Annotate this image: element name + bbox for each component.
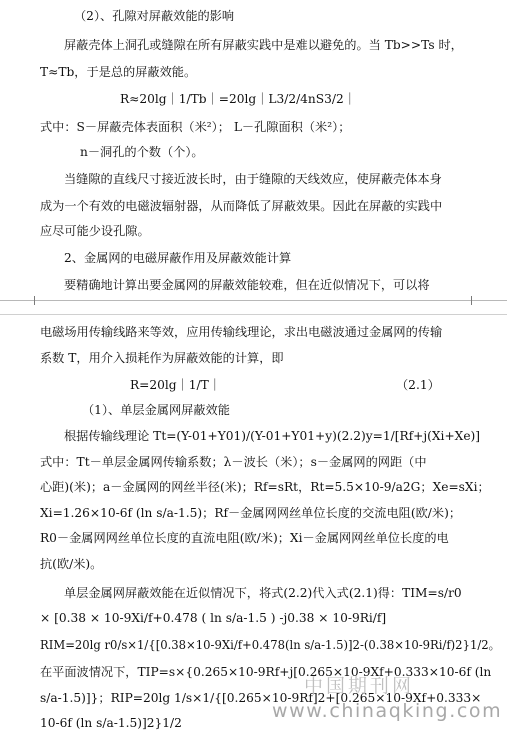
para-line: RIM=20lg r0/s×1/{[0.38×10-9Xi/f+0.478(ln s/a-1.5)]2-(0.38×10-9Ri/f)2}1/2。 [40,638,501,652]
para-line: 成为一个有效的电磁波辐射器，从而降低了屏蔽效果。因此在屏蔽的实践中 [40,199,443,213]
para-line: 当缝隙的直线尺寸接近波长时，由于缝隙的天线效应，使屏蔽壳体本身 [64,172,442,186]
heading-metal-mesh: 2、金属网的电磁屏蔽作用及屏蔽效能计算 [64,251,292,265]
para-line: 电磁场用传输线路来等效，应用传输线理论，求出电磁波通过金属网的传输 [40,325,443,339]
para-line: s/a-1.5)]}；RIP=20lg 1/s×1/{[0.265×10-9Rf]2+[0.265×10-9Xf+0.333× [40,691,482,705]
para-line: 10-6f (ln s/a-1.5)]2}1/2 [40,716,182,730]
heading-aperture: （2）、孔隙对屏蔽效能的影响 [74,9,235,23]
para-line: 系数 T，用介入损耗作为屏蔽效能的计算，即 [40,351,284,365]
formula-insertion-loss: R=20lg｜1/T｜ [130,378,221,392]
para-line: 根据传输线理论 Tt=(Y-01+Y01)/(Y-01+Y01+y)(2.2)y=1/[Rf+j(Xi+Xe)] [64,429,481,443]
equation-number: （2.1） [396,378,440,392]
para-line: 在平面波情况下，TIP=s×{0.265×10-9Rf+j[0.265×10-9Xf+0.333×10-6f (ln [40,665,492,679]
heading-single-layer: （1）、单层金属网屏蔽效能 [82,403,230,417]
para-line: 抗(欧/米)。 [40,557,103,571]
para-line: 应尽可能少设孔隙。 [40,224,150,238]
page-break-line [0,314,507,315]
page-break-marker [471,296,472,305]
para-line: 心距)(米)；a－金属网的网丝半径(米)；Rf=sRt，Rt=5.5×10-9/a2G；Xe=sXi； [40,480,490,494]
para-line: 式中：S－屏蔽壳体表面积（米²）； L－孔隙面积（米²）； [40,120,351,134]
para-line: 单层金属网屏蔽效能在近似情况下，将式(2.2)代入式(2.1)得：TIM=s/r0 [64,586,462,600]
para-line: n－洞孔的个数（个）。 [80,145,204,159]
para-line: 要精确地计算出要金属网的屏蔽效能较难，但在近似情况下，可以将 [64,278,430,292]
para-line: 屏蔽壳体上洞孔或缝隙在所有屏蔽实践中是难以避免的。当 Tb>>Ts 时， [64,38,463,52]
para-line: T≈Tb，于是总的屏蔽效能。 [40,65,197,79]
para-line: 式中：Tt－单层金属网传输系数；λ－波长（米）；s－金属网的网距（中 [40,455,427,469]
para-line: × [0.38 × 10-9Xi/f+0.478 ( ln s/a-1.5 ) -j0.38 × 10-9Ri/f] [40,611,387,625]
page-break-marker [34,296,35,305]
formula-shielding: R≈20lg｜1/Tb｜=20lg｜L3/2/4nS3/2｜ [120,92,356,106]
para-line: Xi=1.26×10-6f (ln s/a-1.5)；Rf－金属网网丝单位长度的交流电阻(欧/米)； [40,506,462,520]
watermark-cn: 中国期刊网 [304,675,415,697]
page-break-line [0,300,507,301]
para-line: R0－金属网网丝单位长度的直流电阻(欧/米)；Xi－金属网网丝单位长度的电 [40,531,449,545]
page-break [0,300,507,320]
watermark-url: www.chinaqking.com [272,700,503,722]
